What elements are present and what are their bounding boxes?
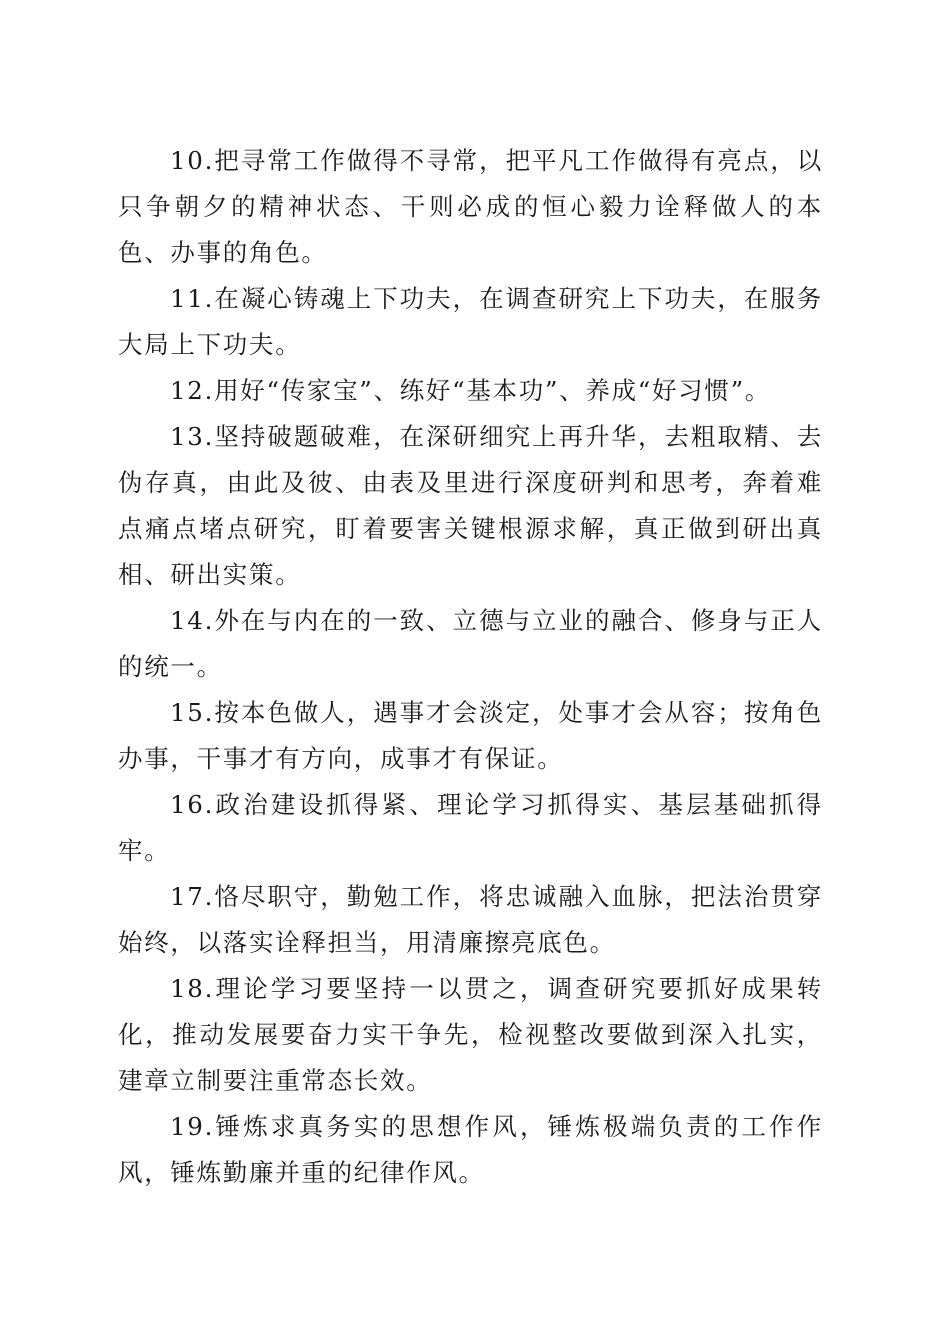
paragraph-12: 12.用好“传家宝”、练好“基本功”、养成“好习惯”。 — [170, 376, 772, 405]
paragraph-18: 18.理论学习要坚持一以贯之，调查研究要抓好成果转化，推动发展要奋力实干争先，检视整改要做到深入扎实，建章立制要注重常态长效。 — [118, 974, 823, 1095]
paragraph-11: 11.在凝心铸魂上下功夫，在调查研究上下功夫，在服务大局上下功夫。 — [118, 284, 823, 359]
paragraph-16: 16.政治建设抓得紧、理论学习抓得实、基层基础抓得牢。 — [118, 790, 823, 865]
paragraph-19: 19.锤炼求真务实的思想作风，锤炼极端负责的工作作风，锤炼勤廉并重的纪律作风。 — [118, 1112, 823, 1187]
paragraph-15: 15.按本色做人，遇事才会淡定，处事才会从容；按角色办事，干事才有方向，成事才有保证。 — [118, 698, 823, 773]
document-body — [118, 138, 823, 1196]
paragraph-17: 17.恪尽职守，勤勉工作，将忠诚融入血脉，把法治贯穿始终，以落实诠释担当，用清廉擦亮底色。 — [118, 882, 823, 957]
paragraph-10: 10.把寻常工作做得不寻常，把平凡工作做得有亮点，以只争朝夕的精神状态、干则必成的恒心毅力诠释做人的本色、办事的角色。 — [118, 146, 823, 267]
paragraph-14: 14.外在与内在的一致、立德与立业的融合、修身与正人的统一。 — [118, 606, 823, 681]
paragraph-13: 13.坚持破题破难，在深研细究上再升华，去粗取精、去伪存真，由此及彼、由表及里进行深度研判和思考，奔着难点痛点堵点研究，盯着要害关键根源求解，真正做到研出真相、研出实策。 — [118, 422, 823, 589]
